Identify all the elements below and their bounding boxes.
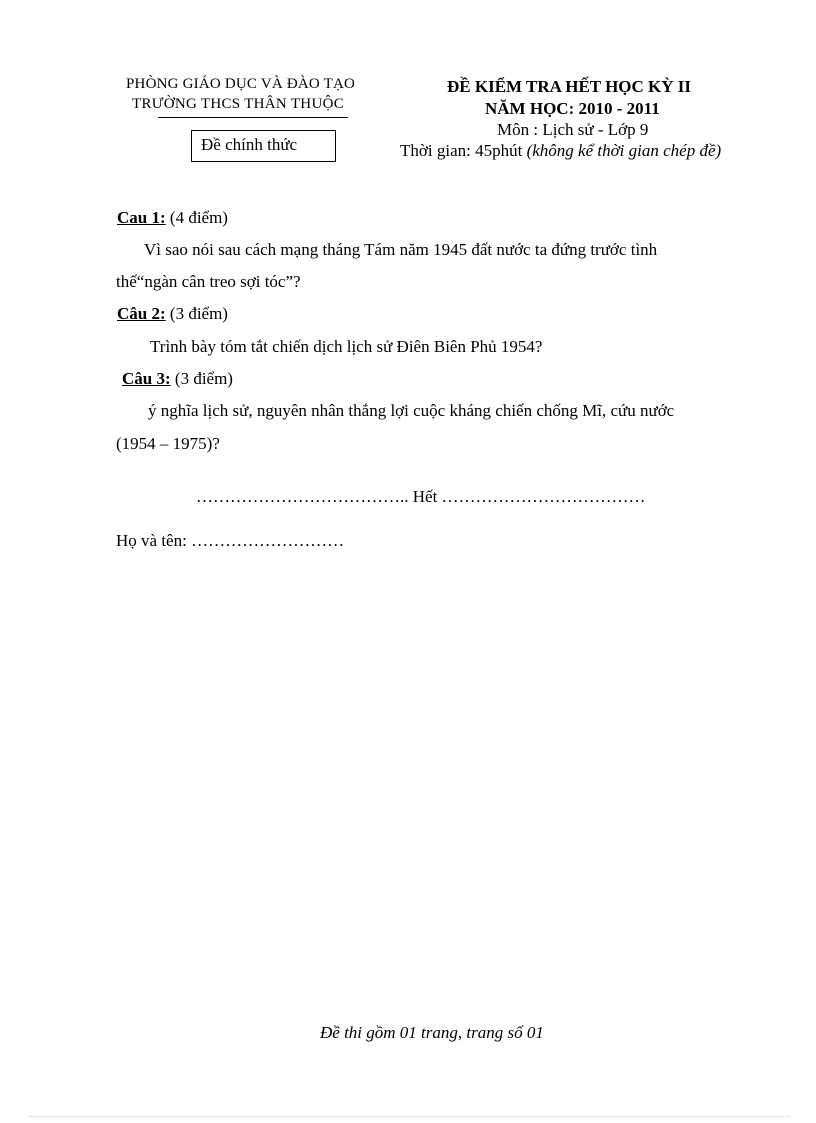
department-name: PHÒNG GIÁO DỤC VÀ ĐÀO TẠO [126,76,356,92]
question-2-line-1: Trình bày tóm tắt chiến dịch lịch sử Điên Biên Phủ 1954? [150,337,543,356]
student-name-line: Họ và tên: ……………………… [116,531,345,550]
exam-title: ĐỀ KIỂM TRA HẾT HỌC KỲ II [447,77,692,96]
question-2-label: Câu 2: [117,304,166,323]
question-1-label: Cau 1: [117,208,166,227]
official-exam-label: Đề chính thức [201,135,298,154]
exam-time [400,141,721,161]
time-label: Thời gian: 45phút [400,141,527,160]
question-3-label: Câu 3: [122,369,171,388]
question-1-heading [117,208,228,228]
official-exam-box [191,130,336,162]
question-2-heading [117,304,228,324]
question-1-line-2: thế“ngàn cân treo sợi tóc”? [116,272,301,291]
question-1-points: (4 điểm) [165,208,228,227]
time-note: (không kể thời gian chép đề) [526,141,722,160]
question-2-points: (3 điểm) [165,304,228,323]
question-3-line-2: (1954 – 1975)? [116,434,220,453]
page-bottom-border [28,1116,790,1117]
question-1-line-1: Vì sao nói sau cách mạng tháng Tám năm 1945 đất nước ta đứng trước tình [144,240,658,259]
end-marker: ……………………………….. Hết ……………………………… [196,487,646,506]
question-3-heading [122,369,233,389]
exam-subject: Môn : Lịch sử - Lớp 9 [497,120,649,139]
school-year: NĂM HỌC: 2010 - 2011 [485,99,660,118]
school-underline [158,117,348,118]
school-name: TRƯỜNG THCS THÂN THUỘC [132,96,345,112]
question-3-line-1: ý nghĩa lịch sử, nguyên nhân thắng lợi cuộc kháng chiến chống Mĩ, cứu nước [148,401,675,420]
question-3-points: (3 điểm) [170,369,233,388]
page-footer: Đề thi gồm 01 trang, trang số 01 [320,1023,544,1042]
